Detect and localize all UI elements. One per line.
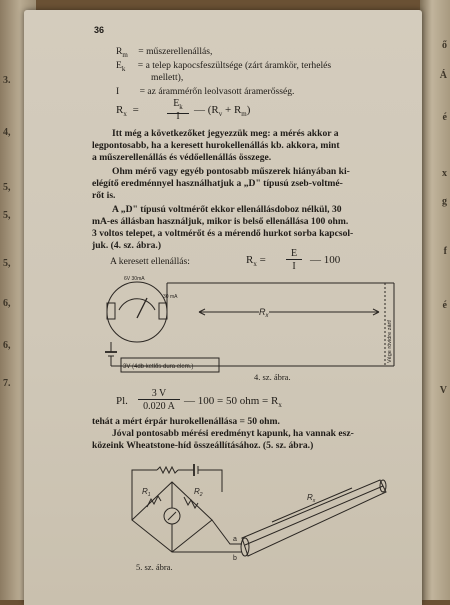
right-margin-text: x bbox=[442, 168, 447, 179]
formula3-denominator: 0.020 A bbox=[143, 401, 175, 412]
right-margin-text: é bbox=[442, 112, 447, 123]
formula2-numerator: E bbox=[286, 248, 302, 260]
left-margin-text: 5, bbox=[3, 182, 11, 193]
figure-5-bridge bbox=[102, 452, 402, 562]
right-margin-text: Á bbox=[439, 70, 447, 81]
paragraph-line: A „D" típusú voltmérőt ekkor ellenállásdoboz nélkül, 30 bbox=[112, 204, 342, 215]
legend-line: mellett), bbox=[151, 72, 184, 83]
battery-label: 3V (4db ketlős dura elem.) bbox=[123, 364, 194, 370]
paragraph-line: Itt még a következőket jegyezzük meg: a mérés akkor a bbox=[112, 128, 339, 139]
resistor-top bbox=[157, 467, 178, 473]
paragraph-line: elégítő eredménnyel használhatjuk a „D" típusú zseb-voltmé- bbox=[92, 178, 343, 189]
formula3-numerator: 3 V bbox=[138, 388, 180, 400]
left-margin-text: 3. bbox=[3, 75, 11, 86]
cable-pair bbox=[245, 486, 383, 545]
cable bbox=[242, 480, 386, 556]
left-margin-text: 7. bbox=[3, 378, 11, 389]
paragraph-line: rőt is. bbox=[92, 190, 116, 201]
legend-line: I = az árammérőn leolvasott áramerősség. bbox=[116, 86, 295, 97]
terminal-b-label: b bbox=[233, 555, 237, 562]
paragraph-line: Ohm mérő vagy egyéb pontosabb műszerek hiányában ki- bbox=[112, 166, 350, 177]
resistor-r2 bbox=[184, 497, 198, 508]
left-margin-text: 6, bbox=[3, 298, 11, 309]
paragraph-line: 3 voltos telepet, a voltmérőt és a mérendő hurkot sorba kapcsol- bbox=[92, 228, 354, 239]
page-number: 36 bbox=[94, 25, 105, 35]
formula2-denominator: I bbox=[292, 261, 296, 272]
formula3-rest: — 100 = 50 ohm = $R_x$ bbox=[184, 395, 282, 410]
formula3-prefix: Pl. bbox=[116, 395, 128, 407]
figure-4-caption: 4. sz. ábra. bbox=[254, 372, 291, 382]
formula-rx2: $R_x$ = bbox=[246, 254, 266, 269]
rx-label: $R_x$ bbox=[307, 493, 316, 504]
right-margin-text: g bbox=[442, 196, 447, 207]
right-page-edge bbox=[420, 0, 450, 600]
formula-rx: $R_x$ = bbox=[116, 104, 139, 119]
voltmeter-needle bbox=[137, 298, 147, 318]
voltmeter-label: 6V 30mA bbox=[124, 276, 145, 282]
r2-label: $R_2$ bbox=[194, 487, 203, 498]
rx-label: $R_x$ bbox=[259, 307, 269, 319]
figure-4-circuit bbox=[89, 268, 409, 378]
wire bbox=[198, 470, 222, 492]
paragraph-line: tehát a mért érpár hurokellenállása = 50 ohm. bbox=[92, 416, 280, 427]
paragraph-line: Jóval pontosabb mérési eredményt kapunk, ha vannak esz- bbox=[112, 428, 354, 439]
voltmeter-scale bbox=[119, 299, 155, 310]
right-margin-text: V bbox=[439, 385, 447, 396]
terminal-a-label: a bbox=[233, 536, 237, 543]
right-margin-text: é bbox=[442, 300, 447, 311]
formula2-rest: — 100 bbox=[310, 254, 341, 266]
galvanometer-needle bbox=[168, 512, 176, 520]
left-margin-text: 5, bbox=[3, 210, 11, 221]
paragraph-line: mA-es állásban használjuk, mikor is belső ellenállása 100 ohm. bbox=[92, 216, 349, 227]
right-margin-text: ő bbox=[442, 40, 447, 51]
left-margin-text: 5, bbox=[3, 258, 11, 269]
legend-line: $R_m$ = műszerellenállás, bbox=[116, 46, 213, 59]
paragraph-line: a műszerellenállás és védőellenállás összege. bbox=[92, 152, 272, 163]
left-margin-text: 6, bbox=[3, 340, 11, 351]
figure-5-caption: 5. sz. ábra. bbox=[136, 562, 173, 572]
range-label: 30 mA bbox=[163, 294, 178, 300]
formula-rest: — $(R_v + R_m)$ bbox=[194, 104, 251, 119]
paragraph-line: közeink Wheatstone-híd összeállításához. (5. sz. ábra.) bbox=[92, 440, 314, 451]
formula-numerator: $E_k$ bbox=[167, 98, 189, 114]
paragraph-line: legpontosabb, ha a keresett hurokellenállás kb. akkora, mint bbox=[92, 140, 340, 151]
shorted-end-label: Vége rövidre zárt! bbox=[387, 319, 393, 363]
book-page bbox=[24, 10, 422, 605]
r1-label: $R_1$ bbox=[142, 487, 151, 498]
paragraph-line: juk. (4. sz. ábra.) bbox=[92, 240, 162, 251]
legend-line: $E_k = a$ telep kapocsfeszültsége (zárt áramkör, terhelés bbox=[116, 60, 332, 73]
wire-a bbox=[212, 520, 242, 544]
right-margin-text: f bbox=[443, 246, 447, 257]
fig4-intro: A keresett ellenállás: bbox=[110, 256, 190, 267]
formula-denominator: I bbox=[176, 111, 180, 122]
left-margin-text: 4, bbox=[3, 127, 11, 138]
voltmeter-body bbox=[107, 282, 167, 342]
